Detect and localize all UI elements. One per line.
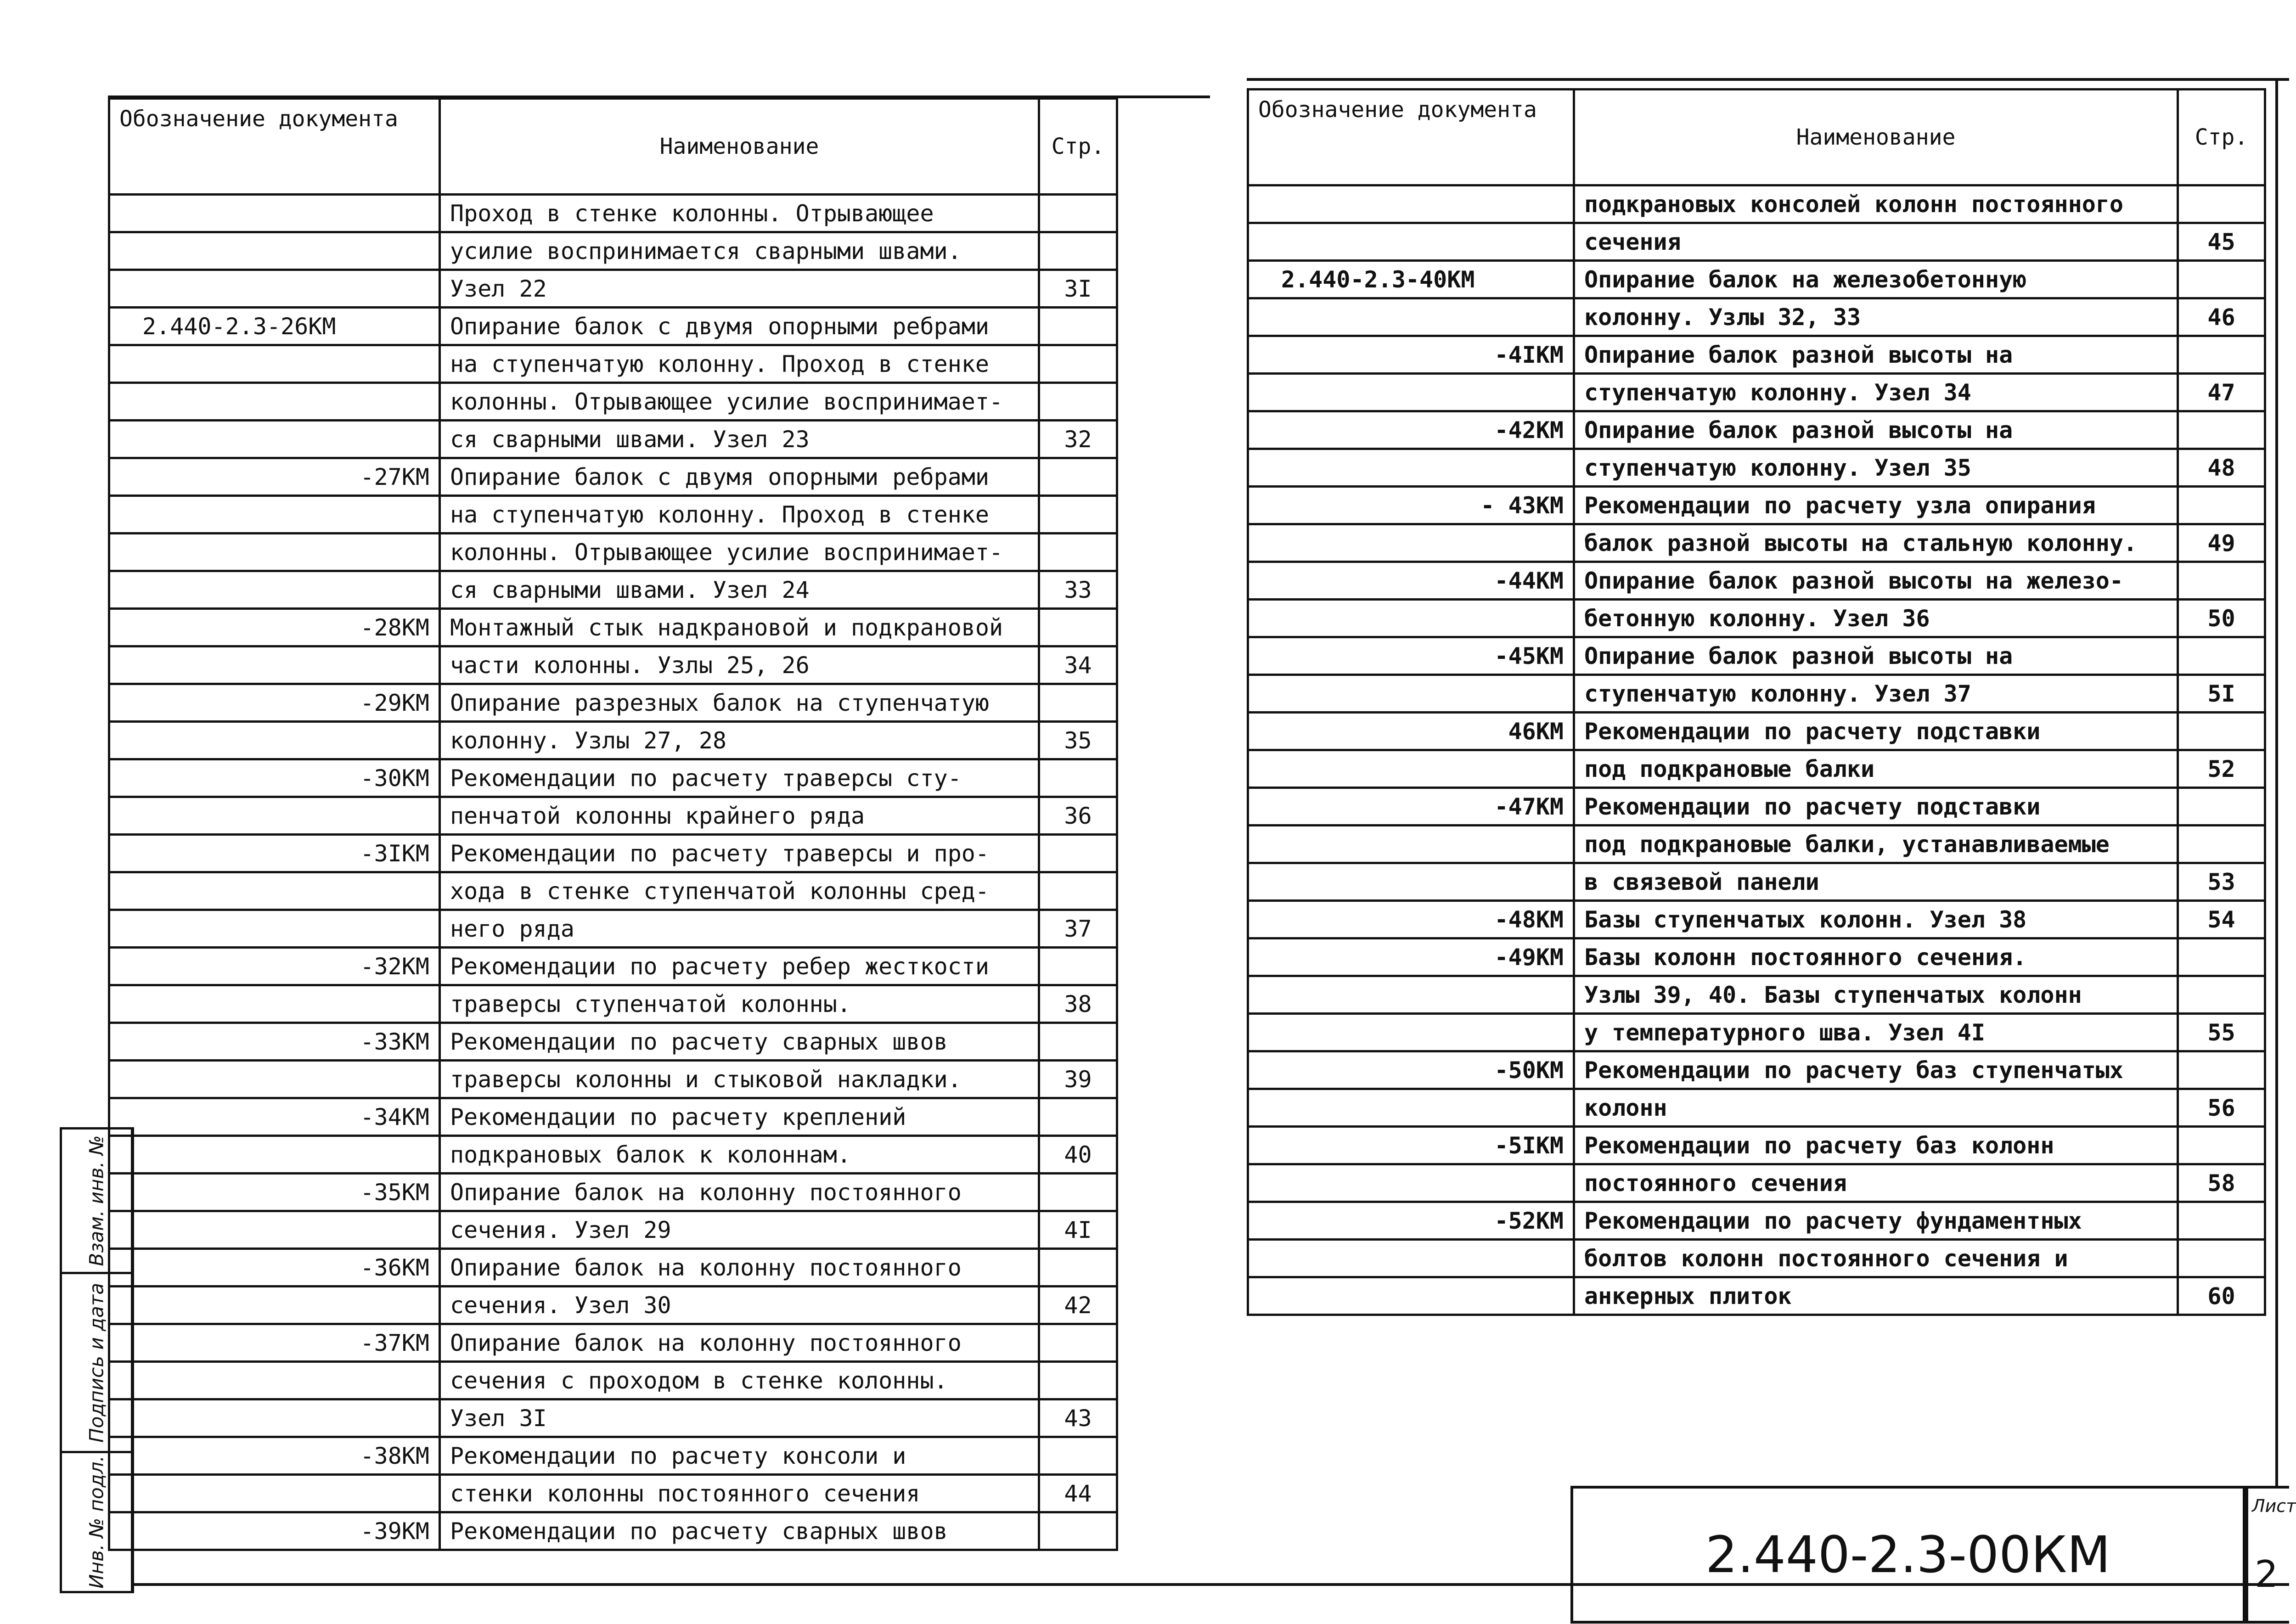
- row-name: Рекомендации по расчету консоли и: [440, 1437, 1039, 1475]
- row-code: 2.440-2.3-26КМ: [109, 308, 440, 345]
- table-row: [1248, 976, 2265, 1014]
- row-name: Рекомендации по расчету сварных швов: [440, 1023, 1039, 1061]
- row-code: -32КМ: [109, 948, 440, 985]
- table-row: [109, 872, 1117, 910]
- row-page: 36: [1039, 797, 1117, 835]
- sheet-cell: [2245, 1486, 2296, 1624]
- row-name: бетонную колонну. Узел 36: [1574, 600, 2178, 637]
- row-name: ступенчатую колонну. Узел 37: [1574, 675, 2178, 713]
- table-row: [1248, 788, 2265, 826]
- row-page: 42: [1039, 1287, 1117, 1324]
- row-code: [109, 910, 440, 948]
- stamp-inv-replace-label: Взам. инв. №: [85, 1135, 108, 1266]
- frame-right-line: [2275, 78, 2278, 1488]
- stamp-inv-orig-label: Инв. № подл.: [85, 1455, 108, 1589]
- table-row: [109, 910, 1117, 948]
- row-name: сечения. Узел 30: [440, 1287, 1039, 1324]
- toc-table-right: [1247, 88, 2266, 1316]
- sheet-label: Лист: [2252, 1496, 2296, 1516]
- row-code: [109, 797, 440, 835]
- row-code: [109, 383, 440, 421]
- row-name: ся сварными швами. Узел 24: [440, 571, 1039, 609]
- row-code: [1248, 298, 1574, 336]
- row-code: [109, 1399, 440, 1437]
- table-row: [109, 797, 1117, 835]
- row-name: под подкрановые балки: [1574, 750, 2178, 788]
- stamp-cell-sign-date: [60, 1272, 133, 1453]
- header-page: Стр.: [1039, 99, 1117, 195]
- row-name: Опирание балок разной высоты на: [1574, 336, 2178, 374]
- table-row: [109, 1061, 1117, 1098]
- table-row: [1248, 1127, 2265, 1164]
- row-page: 34: [1039, 646, 1117, 684]
- row-page: [1039, 308, 1117, 345]
- row-code: [1248, 1277, 1574, 1315]
- row-name: у температурного шва. Узел 4I: [1574, 1014, 2178, 1051]
- row-page: [2178, 1240, 2265, 1277]
- row-code: [109, 985, 440, 1023]
- row-code: [109, 1287, 440, 1324]
- stamp-cell-inv-orig: [60, 1451, 133, 1593]
- table-row: [1248, 1202, 2265, 1240]
- row-page: [2178, 938, 2265, 976]
- table-row: [1248, 1164, 2265, 1202]
- row-code: -36КМ: [109, 1249, 440, 1287]
- row-page: [2178, 1202, 2265, 1240]
- header-row: [109, 99, 1117, 195]
- row-code: [109, 1475, 440, 1512]
- row-name: сечения. Узел 29: [440, 1211, 1039, 1249]
- row-page: [2178, 788, 2265, 826]
- row-code: -45КМ: [1248, 637, 1574, 675]
- row-name: Опирание разрезных балок на ступенчатую: [440, 684, 1039, 722]
- table-row: [109, 345, 1117, 383]
- table-row: [109, 232, 1117, 270]
- table-row: [109, 308, 1117, 345]
- row-code: -50КМ: [1248, 1051, 1574, 1089]
- row-name: Базы колонн постоянного сечения.: [1574, 938, 2178, 976]
- table-row: [1248, 411, 2265, 449]
- row-name: Монтажный стык надкрановой и подкрановой: [440, 609, 1039, 646]
- row-page: 37: [1039, 910, 1117, 948]
- table-row: [1248, 524, 2265, 562]
- table-row: [109, 1399, 1117, 1437]
- row-page: 55: [2178, 1014, 2265, 1051]
- row-name: пенчатой колонны крайнего ряда: [440, 797, 1039, 835]
- row-page: [1039, 872, 1117, 910]
- row-code: -52КМ: [1248, 1202, 1574, 1240]
- row-code: -49КМ: [1248, 938, 1574, 976]
- row-code: [109, 534, 440, 571]
- row-page: 40: [1039, 1136, 1117, 1174]
- row-page: [1039, 1512, 1117, 1550]
- row-code: -34КМ: [109, 1098, 440, 1136]
- row-code: [1248, 524, 1574, 562]
- table-row: [109, 684, 1117, 722]
- row-name: Опирание балок разной высоты на железо-: [1574, 562, 2178, 600]
- row-page: 60: [2178, 1277, 2265, 1315]
- row-page: [2178, 261, 2265, 298]
- row-name: Рекомендации по расчету креплений: [440, 1098, 1039, 1136]
- row-code: [1248, 185, 1574, 223]
- row-page: [2178, 411, 2265, 449]
- row-page: [2178, 713, 2265, 750]
- row-code: [1248, 1240, 1574, 1277]
- table-row: [109, 985, 1117, 1023]
- table-row: [109, 646, 1117, 684]
- row-code: -44КМ: [1248, 562, 1574, 600]
- row-name: Опирание балок на железобетонную: [1574, 261, 2178, 298]
- row-page: 33: [1039, 571, 1117, 609]
- row-page: [1039, 835, 1117, 872]
- row-page: 39: [1039, 1061, 1117, 1098]
- row-name: Опирание балок разной высоты на: [1574, 637, 2178, 675]
- row-code: - 43КМ: [1248, 487, 1574, 524]
- row-name: сечения: [1574, 223, 2178, 261]
- stamp-sign-date-label: Подпись и дата: [85, 1282, 108, 1443]
- table-row: [1248, 600, 2265, 637]
- table-row: [109, 571, 1117, 609]
- row-code: [109, 1362, 440, 1399]
- row-name: в связевой панели: [1574, 863, 2178, 901]
- row-name: Рекомендации по расчету подставки: [1574, 713, 2178, 750]
- row-code: -39КМ: [109, 1512, 440, 1550]
- table-row: [109, 1249, 1117, 1287]
- row-page: [1039, 609, 1117, 646]
- row-name: под подкрановые балки, устанавливаемые: [1574, 826, 2178, 863]
- row-page: 3I: [1039, 270, 1117, 308]
- table-row: [109, 383, 1117, 421]
- row-code: [1248, 675, 1574, 713]
- row-name: сечения с проходом в стенке колонны.: [440, 1362, 1039, 1399]
- row-page: 5I: [2178, 675, 2265, 713]
- table-row: [109, 948, 1117, 985]
- row-page: [1039, 1437, 1117, 1475]
- row-name: Узел 3I: [440, 1399, 1039, 1437]
- row-page: [2178, 1127, 2265, 1164]
- row-code: -38КМ: [109, 1437, 440, 1475]
- header-code: Обозначение документа: [1248, 90, 1574, 185]
- row-page: [1039, 345, 1117, 383]
- row-name: болтов колонн постоянного сечения и: [1574, 1240, 2178, 1277]
- title-block: [1570, 1486, 2296, 1624]
- row-code: [109, 1136, 440, 1174]
- table-row: [109, 722, 1117, 759]
- row-name: Опирание балок с двумя опорными ребрами: [440, 308, 1039, 345]
- table-row: [1248, 713, 2265, 750]
- row-name: Рекомендации по расчету сварных швов: [440, 1512, 1039, 1550]
- row-name: части колонны. Узлы 25, 26: [440, 646, 1039, 684]
- row-code: -3IКМ: [109, 835, 440, 872]
- table-row: [109, 1437, 1117, 1475]
- row-code: [1248, 750, 1574, 788]
- row-name: колонну. Узлы 32, 33: [1574, 298, 2178, 336]
- table-row: [109, 270, 1117, 308]
- row-code: -30КМ: [109, 759, 440, 797]
- row-page: [1039, 759, 1117, 797]
- row-page: 46: [2178, 298, 2265, 336]
- row-page: 49: [2178, 524, 2265, 562]
- header-page: Стр.: [2178, 90, 2265, 185]
- table-row: [109, 1362, 1117, 1399]
- row-page: [2178, 637, 2265, 675]
- row-name: постоянного сечения: [1574, 1164, 2178, 1202]
- row-page: 45: [2178, 223, 2265, 261]
- row-name: Базы ступенчатых колонн. Узел 38: [1574, 901, 2178, 938]
- table-row: [109, 1136, 1117, 1174]
- toc-table-left: [108, 97, 1118, 1551]
- table-row: [1248, 637, 2265, 675]
- table-row: [109, 195, 1117, 232]
- row-page: 38: [1039, 985, 1117, 1023]
- row-page: [2178, 976, 2265, 1014]
- table-row: [109, 1287, 1117, 1324]
- row-code: [109, 1211, 440, 1249]
- row-name: траверсы ступенчатой колонны.: [440, 985, 1039, 1023]
- row-code: -33КМ: [109, 1023, 440, 1061]
- row-name: Проход в стенке колонны. Отрывающее: [440, 195, 1039, 232]
- row-name: Рекомендации по расчету траверсы и про-: [440, 835, 1039, 872]
- row-name: балок разной высоты на стальную колонну.: [1574, 524, 2178, 562]
- row-code: [1248, 223, 1574, 261]
- row-page: [1039, 1362, 1117, 1399]
- row-code: [109, 421, 440, 458]
- row-page: 48: [2178, 449, 2265, 487]
- row-name: колонны. Отрывающее усилие воспринимает-: [440, 534, 1039, 571]
- table-row: [109, 1475, 1117, 1512]
- table-row: [109, 1023, 1117, 1061]
- row-page: 47: [2178, 374, 2265, 411]
- row-page: [2178, 487, 2265, 524]
- row-page: [1039, 534, 1117, 571]
- table-row: [109, 534, 1117, 571]
- row-page: 52: [2178, 750, 2265, 788]
- row-page: [1039, 1324, 1117, 1362]
- row-page: [2178, 336, 2265, 374]
- table-row: [1248, 826, 2265, 863]
- row-page: 4I: [1039, 1211, 1117, 1249]
- header-row: [1248, 90, 2265, 185]
- table-row: [1248, 1277, 2265, 1315]
- row-code: [109, 270, 440, 308]
- table-row: [109, 496, 1117, 534]
- row-code: [1248, 1164, 1574, 1202]
- stamp-cell-inv-replace: [60, 1127, 133, 1274]
- row-code: -29КМ: [109, 684, 440, 722]
- row-code: [1248, 449, 1574, 487]
- row-page: 56: [2178, 1089, 2265, 1127]
- row-name: Опирание балок на колонну постоянного: [440, 1174, 1039, 1211]
- row-code: [109, 496, 440, 534]
- row-code: [1248, 826, 1574, 863]
- row-page: [1039, 1174, 1117, 1211]
- row-name: траверсы колонны и стыковой накладки.: [440, 1061, 1039, 1098]
- row-code: [1248, 1014, 1574, 1051]
- row-name: Узлы 39, 40. Базы ступенчатых колонн: [1574, 976, 2178, 1014]
- table-row: [1248, 750, 2265, 788]
- row-page: [1039, 1023, 1117, 1061]
- row-code: [1248, 976, 1574, 1014]
- row-name: на ступенчатую колонну. Проход в стенке: [440, 496, 1039, 534]
- table-row: [1248, 185, 2265, 223]
- row-name: на ступенчатую колонну. Проход в стенке: [440, 345, 1039, 383]
- row-code: -47КМ: [1248, 788, 1574, 826]
- row-code: -35КМ: [109, 1174, 440, 1211]
- row-page: [1039, 1098, 1117, 1136]
- header-name: Наименование: [1574, 90, 2178, 185]
- table-row: [1248, 562, 2265, 600]
- document-code: 2.440-2.3-00КМ: [1570, 1486, 2245, 1624]
- row-name: Рекомендации по расчету ребер жесткости: [440, 948, 1039, 985]
- table-row: [109, 458, 1117, 496]
- table-row: [109, 759, 1117, 797]
- table-row: [109, 1512, 1117, 1550]
- row-name: ступенчатую колонну. Узел 35: [1574, 449, 2178, 487]
- row-page: [2178, 562, 2265, 600]
- table-row: [109, 1211, 1117, 1249]
- table-row: [1248, 938, 2265, 976]
- row-page: 32: [1039, 421, 1117, 458]
- row-page: [1039, 458, 1117, 496]
- row-code: [109, 571, 440, 609]
- table-row: [1248, 1051, 2265, 1089]
- row-name: колонн: [1574, 1089, 2178, 1127]
- row-page: [2178, 826, 2265, 863]
- row-code: [109, 646, 440, 684]
- row-code: -28КМ: [109, 609, 440, 646]
- table-row: [1248, 298, 2265, 336]
- table-row: [1248, 1240, 2265, 1277]
- row-page: [1039, 496, 1117, 534]
- row-page: 53: [2178, 863, 2265, 901]
- row-code: [109, 722, 440, 759]
- row-page: 44: [1039, 1475, 1117, 1512]
- row-name: ступенчатую колонну. Узел 34: [1574, 374, 2178, 411]
- table-row: [1248, 261, 2265, 298]
- row-name: стенки колонны постоянного сечения: [440, 1475, 1039, 1512]
- table-row: [1248, 487, 2265, 524]
- table-row: [109, 421, 1117, 458]
- row-name: Опирание балок на колонну постоянного: [440, 1324, 1039, 1362]
- row-name: Узел 22: [440, 270, 1039, 308]
- side-stamp: [60, 1127, 133, 1593]
- row-code: [1248, 374, 1574, 411]
- row-page: [1039, 1249, 1117, 1287]
- row-code: [109, 345, 440, 383]
- table-row: [1248, 223, 2265, 261]
- header-code: Обозначение документа: [109, 99, 440, 195]
- row-name: Рекомендации по расчету баз колонн: [1574, 1127, 2178, 1164]
- row-code: [109, 1061, 440, 1098]
- row-code: 46КМ: [1248, 713, 1574, 750]
- row-name: Опирание балок с двумя опорными ребрами: [440, 458, 1039, 496]
- row-code: [109, 872, 440, 910]
- row-name: усилие воспринимается сварными швами.: [440, 232, 1039, 270]
- row-page: [1039, 684, 1117, 722]
- row-name: Рекомендации по расчету траверсы сту-: [440, 759, 1039, 797]
- table-row: [1248, 336, 2265, 374]
- table-row: [1248, 1014, 2265, 1051]
- row-code: [109, 232, 440, 270]
- row-name: Рекомендации по расчету фундаментных: [1574, 1202, 2178, 1240]
- row-page: 50: [2178, 600, 2265, 637]
- row-name: Опирание балок разной высоты на: [1574, 411, 2178, 449]
- row-page: 54: [2178, 901, 2265, 938]
- table-row: [1248, 901, 2265, 938]
- table-row: [1248, 863, 2265, 901]
- row-code: [1248, 1089, 1574, 1127]
- row-name: хода в стенке ступенчатой колонны сред-: [440, 872, 1039, 910]
- row-code: -37КМ: [109, 1324, 440, 1362]
- row-page: 43: [1039, 1399, 1117, 1437]
- row-name: подкрановых консолей колонн постоянного: [1574, 185, 2178, 223]
- row-name: Рекомендации по расчету баз ступенчатых: [1574, 1051, 2178, 1089]
- row-page: 35: [1039, 722, 1117, 759]
- table-row: [109, 609, 1117, 646]
- table-row: [109, 835, 1117, 872]
- row-code: -27КМ: [109, 458, 440, 496]
- row-code: 2.440-2.3-40КМ: [1248, 261, 1574, 298]
- frame-top-line-right: [1247, 78, 2289, 81]
- row-page: [1039, 948, 1117, 985]
- row-code: -42КМ: [1248, 411, 1574, 449]
- row-name: подкрановых балок к колоннам.: [440, 1136, 1039, 1174]
- table-row: [1248, 374, 2265, 411]
- row-name: ся сварными швами. Узел 23: [440, 421, 1039, 458]
- row-code: -48КМ: [1248, 901, 1574, 938]
- row-name: колонну. Узлы 27, 28: [440, 722, 1039, 759]
- row-name: колонны. Отрывающее усилие воспринимает-: [440, 383, 1039, 421]
- header-name: Наименование: [440, 99, 1039, 195]
- table-row: [109, 1174, 1117, 1211]
- row-name: него ряда: [440, 910, 1039, 948]
- table-row: [1248, 1089, 2265, 1127]
- row-page: 58: [2178, 1164, 2265, 1202]
- table-row: [109, 1098, 1117, 1136]
- row-code: [1248, 863, 1574, 901]
- row-page: [2178, 1051, 2265, 1089]
- row-page: [1039, 383, 1117, 421]
- sheet-number: 2: [2255, 1553, 2278, 1596]
- row-name: Рекомендации по расчету подставки: [1574, 788, 2178, 826]
- row-name: Опирание балок на колонну постоянного: [440, 1249, 1039, 1287]
- row-page: [1039, 195, 1117, 232]
- row-code: [109, 195, 440, 232]
- row-name: Рекомендации по расчету узла опирания: [1574, 487, 2178, 524]
- row-code: -4IКМ: [1248, 336, 1574, 374]
- row-code: [1248, 600, 1574, 637]
- table-row: [1248, 675, 2265, 713]
- row-name: анкерных плиток: [1574, 1277, 2178, 1315]
- row-page: [2178, 185, 2265, 223]
- row-page: [1039, 232, 1117, 270]
- row-code: -5IКМ: [1248, 1127, 1574, 1164]
- table-row: [1248, 449, 2265, 487]
- table-row: [109, 1324, 1117, 1362]
